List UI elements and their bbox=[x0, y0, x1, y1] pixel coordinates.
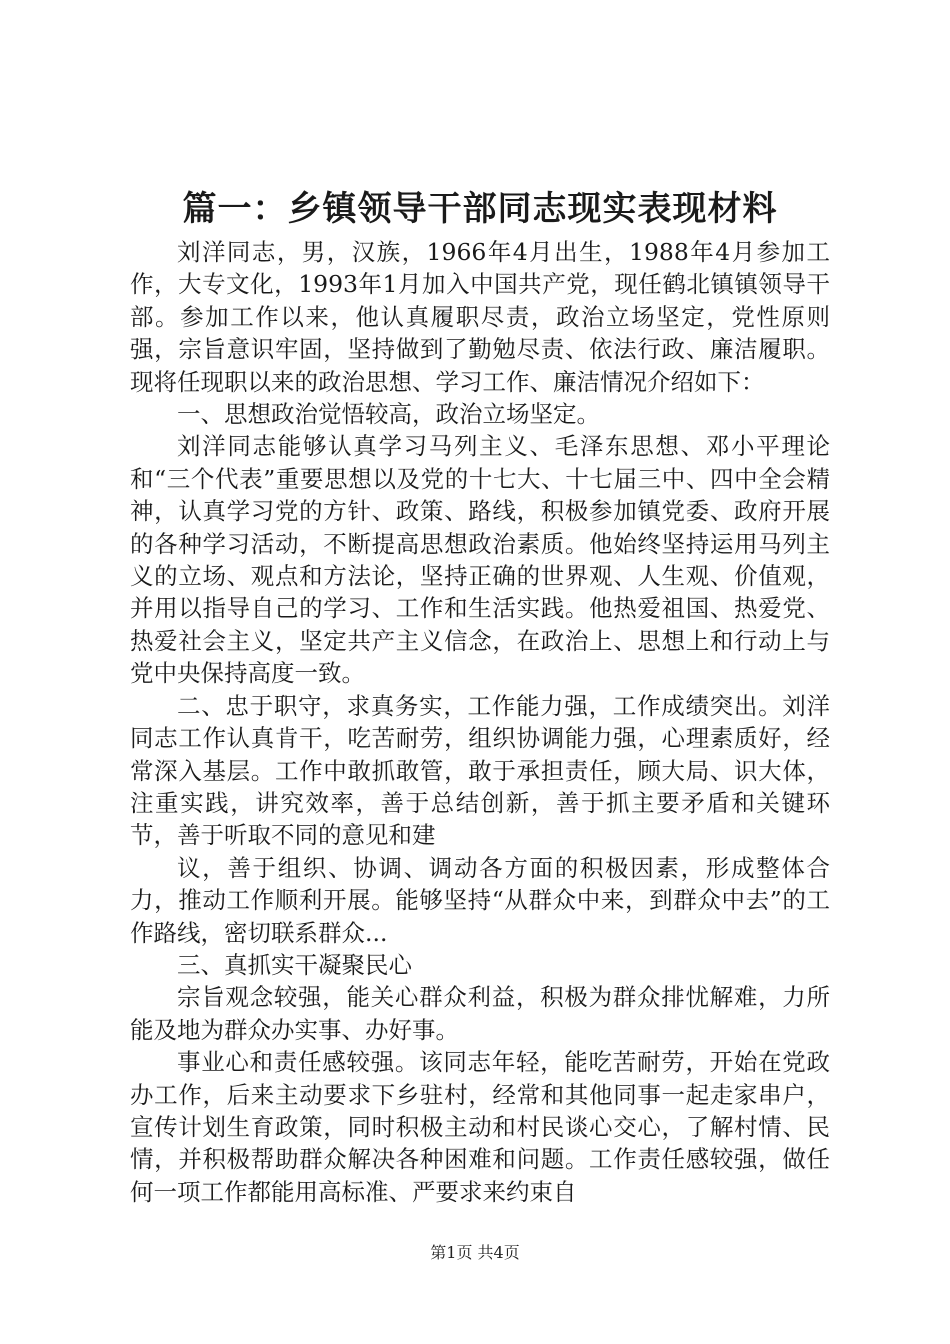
section-heading-2: 二、忠于职守，求真务实，工作能力强，工作成绩突出。刘洋同志工作认真肯干，吃苦耐劳，组织协调能力强，心理素质好，经常深入基层。工作中敢抓敢管，敢于承担责任，顾大局、识大体，注重实践，讲究效率，善于总结创新，善于抓主要矛盾和关键环节，善于听取不同的意见和建 bbox=[130, 691, 830, 850]
paragraph-responsibility: 事业心和责任感较强。该同志年轻，能吃苦耐劳，开始在党政办工作，后来主动要求下乡驻村，经常和其他同事一起走家串户，宣传计划生育政策，同时积极主动和村民谈心交心，了解村情、民情，并积极帮助群众解决各种困难和问题。工作责任感较强，做任何一项工作都能用高标准、严要求来约束自 bbox=[130, 1048, 830, 1206]
section-heading-1: 一、思想政治觉悟较高，政治立场坚定。 bbox=[177, 400, 600, 429]
paragraph-political: 刘洋同志能够认真学习马列主义、毛泽东思想、邓小平理论和“三个代表”重要思想以及党的十七大、十七届三中、四中全会精神，认真学习党的方针、政策、路线，积极参加镇党委、政府开展的各种学习活动，不断提高思想政治素质。他始终坚持运用马列主义的立场、观点和方法论，坚持正确的世界观、人生观、价值观，并用以指导自己的学习、工作和生活实践。他热爱祖国、热爱党、热爱社会主义，坚定共产主义信念，在政治上、思想上和行动上与党中央保持高度一致。 bbox=[130, 432, 830, 688]
page-footer: 第1页 共4页 bbox=[430, 1243, 520, 1262]
document-title: 篇一：乡镇领导干部同志现实表现材料 bbox=[182, 189, 778, 229]
paragraph-intro: 刘洋同志，男，汉族，1966年4月出生，1988年4月参加工作，大专文化，1993年1月加入中国共产党，现任鹤北镇镇领导干部。参加工作以来，他认真履职尽责，政治立场坚定，党性原则强，宗旨意识牢固，坚持做到了勤勉尽责、依法行政、廉洁履职。现将任现职以来的政治思想、学习工作、廉洁情况介绍如下： bbox=[130, 238, 830, 396]
paragraph-work: 议，善于组织、协调、调动各方面的积极因素，形成整体合力，推动工作顺利开展。能够坚持“从群众中来，到群众中去”的工作路线，密切联系群众... bbox=[130, 853, 830, 947]
document-body bbox=[130, 236, 830, 1208]
section-heading-3: 三、真抓实干凝聚民心 bbox=[177, 950, 412, 979]
paragraph-purpose: 宗旨观念较强，能关心群众利益，积极为群众排忧解难，力所能及地为群众办实事、办好事。 bbox=[130, 983, 830, 1044]
